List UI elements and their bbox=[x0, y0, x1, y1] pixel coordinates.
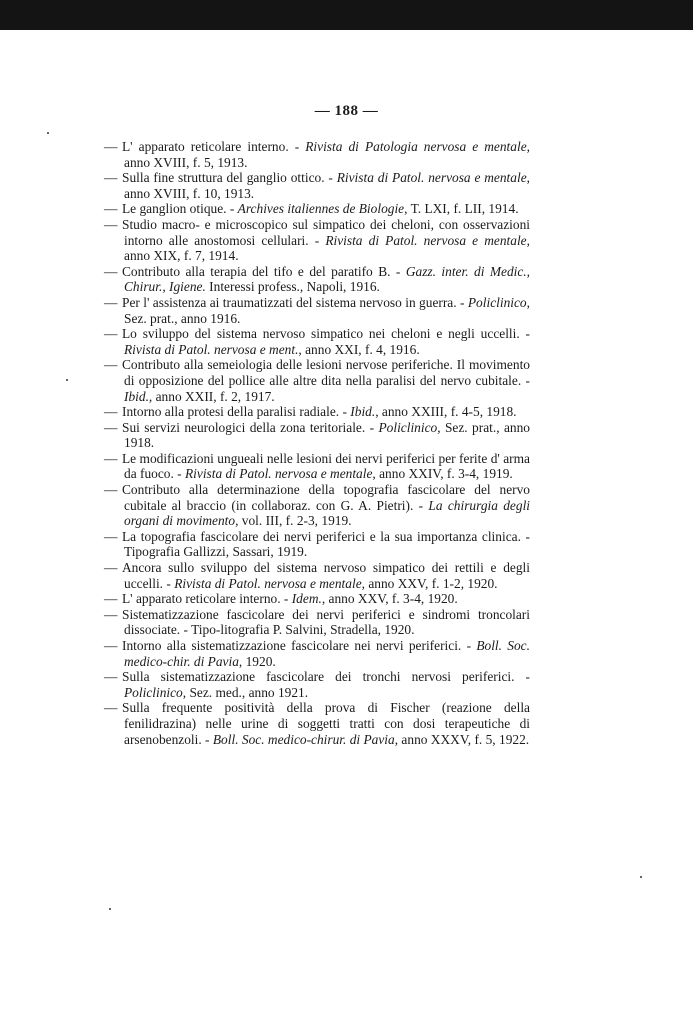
entry-source: Rivista di Patol. nervosa e mentale, bbox=[174, 575, 365, 591]
entry-dash: — bbox=[104, 419, 118, 435]
entry-source: Archives italiennes de Biologie bbox=[237, 201, 405, 217]
entry-source: Ibid. bbox=[350, 404, 376, 420]
entry-title: Contributo alla semeiologia delle lesioni nervose periferiche. Il movimento di opposizione del pollice alle altre dita nella paralisi del nervo cubitale. - bbox=[122, 357, 530, 388]
bibliography-entry bbox=[104, 451, 530, 482]
entry-details: , anno XXI, f. 4, 1916. bbox=[298, 341, 420, 357]
entry-source: Rivista di Patol. nervosa e mentale bbox=[336, 170, 527, 186]
scan-speck bbox=[109, 908, 111, 910]
entry-dash: — bbox=[104, 263, 118, 279]
entry-source: Policlinico bbox=[124, 684, 183, 700]
entry-dash: — bbox=[104, 139, 118, 154]
bibliography-entry bbox=[104, 529, 530, 560]
entry-title: Sui servizi neurologici della zona teritoriale. - bbox=[122, 419, 379, 435]
bibliography-entry bbox=[104, 170, 530, 201]
bibliography-entry bbox=[104, 638, 530, 669]
entry-title: L' apparato reticolare interno. - bbox=[122, 591, 292, 607]
entry-details: , T. LXI, f. LII, 1914. bbox=[404, 201, 519, 217]
bibliography-entry bbox=[104, 295, 530, 326]
entry-source: Boll. Soc. medico-chir. di Pavia bbox=[124, 638, 530, 669]
entry-title: Per l' assistenza ai traumatizzati del sistema nervoso in guerra. - bbox=[122, 294, 468, 310]
entry-title: La topografia fascicolare dei nervi periferici e la sua importanza clinica. - Tipografia Gallizzi, Sassari, 1919. bbox=[122, 528, 530, 560]
entry-source: Gazz. inter. di Medic., Chirur., Igiene. bbox=[124, 263, 531, 295]
entry-details: , Sez. prat., anno 1916. bbox=[124, 294, 530, 326]
bibliography-list bbox=[104, 139, 530, 747]
entry-dash: — bbox=[104, 357, 118, 373]
entry-details: , anno XXXV, f. 5, 1922. bbox=[394, 731, 530, 747]
entry-dash: — bbox=[104, 450, 118, 466]
bibliography-entry bbox=[104, 217, 530, 264]
entry-details: , 1920. bbox=[238, 653, 276, 669]
bibliography-entry bbox=[104, 560, 530, 591]
entry-title: Le modificazioni ungueali nelle lesioni dei nervi periferici per ferite d' arma da fuoco. - bbox=[122, 450, 530, 482]
entry-title: Contributo alla determinazione della topografia fascicolare del nervo cubitale al braccio (in collaboraz. con G. A. Pietri). - bbox=[122, 482, 530, 513]
entry-details: , anno XVIII, f. 10, 1913. bbox=[124, 170, 530, 201]
entry-source: Policlinico bbox=[467, 294, 527, 310]
entry-title: Studio macro- e microscopico sul simpatico dei cheloni, con osservazioni intorno alle anostomosi cellulari. - bbox=[122, 216, 530, 248]
entry-dash: — bbox=[104, 560, 118, 576]
entry-source: La chirurgia degli organi di movimento bbox=[124, 497, 531, 529]
entry-dash: — bbox=[104, 482, 118, 498]
entry-details: , anno XXV, f. 3-4, 1920. bbox=[321, 591, 458, 607]
entry-title: Ancora sullo sviluppo del sistema nervoso simpatico dei rettili e degli uccelli. - bbox=[122, 560, 530, 591]
entry-title: Intorno alla sistematizzazione fascicolare nei nervi periferici. - bbox=[122, 638, 477, 653]
entry-details: , anno XXII, f. 2, 1917. bbox=[148, 388, 275, 404]
entry-dash: — bbox=[104, 326, 118, 342]
bibliography-entry bbox=[104, 357, 530, 404]
entry-title: Le ganglion otique. - bbox=[122, 201, 238, 217]
entry-title: Sistematizzazione fascicolare dei nervi periferici e sindromi troncolari dissociate. - Tipo-litografia P. Salvini, Stradella, 1920. bbox=[122, 606, 530, 638]
entry-dash: — bbox=[104, 294, 118, 310]
entry-title: L' apparato reticolare interno. - bbox=[122, 139, 306, 154]
bibliography-entry bbox=[104, 607, 530, 638]
entry-title: Sulla fine struttura del ganglio ottico. - bbox=[122, 170, 337, 186]
scan-speck bbox=[640, 876, 642, 878]
entry-details: , anno XXIV, f. 3-4, 1919. bbox=[372, 466, 513, 482]
entry-source: Rivista di Patol. nervosa e mentale bbox=[184, 466, 373, 482]
scan-speck bbox=[66, 379, 68, 381]
entry-details: anno XXV, f. 1-2, 1920. bbox=[364, 575, 498, 591]
entry-source: Idem. bbox=[291, 591, 322, 607]
entry-details: , Sez. med., anno 1921. bbox=[182, 684, 309, 700]
entry-details: , anno XVIII, f. 5, 1913. bbox=[124, 139, 530, 170]
bibliography-entry bbox=[104, 669, 530, 700]
entry-title: Intorno alla protesi della paralisi radiale. - bbox=[122, 404, 351, 420]
entry-dash: — bbox=[104, 638, 118, 653]
bibliography-entry bbox=[104, 139, 530, 170]
entry-details: , anno XXIII, f. 4-5, 1918. bbox=[375, 404, 517, 420]
entry-title: Sulla frequente positività della prova di Fischer (reazione della fenilidrazina) nelle urine di soggetti tratti con dosi terapeutiche di arsenobenzoli. - bbox=[122, 700, 530, 747]
bibliography-entry bbox=[104, 201, 530, 217]
entry-source: Rivista di Patol. nervosa e ment. bbox=[124, 341, 299, 357]
entry-title: Lo sviluppo del sistema nervoso simpatico nei cheloni e negli uccelli. - bbox=[122, 326, 530, 342]
entry-dash: — bbox=[104, 404, 118, 420]
entry-details: Interessi profess., Napoli, 1916. bbox=[205, 279, 380, 295]
entry-dash: — bbox=[104, 528, 118, 544]
bibliography-entry bbox=[104, 700, 530, 747]
entry-title: Sulla sistematizzazione fascicolare dei tronchi nervosi periferici. - bbox=[122, 669, 530, 685]
bibliography-entry bbox=[104, 326, 530, 357]
entry-details: , Sez. prat., anno 1918. bbox=[124, 419, 530, 451]
entry-dash: — bbox=[104, 216, 118, 232]
page-number: — 188 — bbox=[314, 103, 379, 119]
bibliography-entry bbox=[104, 482, 530, 529]
bibliography-entry bbox=[104, 591, 530, 607]
entry-source: Policlinico bbox=[378, 419, 438, 435]
bibliography-entry bbox=[104, 264, 530, 295]
entry-source: Boll. Soc. medico-chirur. di Pavia bbox=[212, 731, 395, 747]
bibliography-entry bbox=[104, 420, 530, 451]
scan-speck bbox=[47, 132, 49, 134]
entry-dash: — bbox=[104, 170, 118, 186]
entry-dash: — bbox=[104, 591, 118, 607]
scan-top-band bbox=[0, 0, 693, 30]
entry-details: , vol. III, f. 2-3, 1919. bbox=[235, 513, 352, 529]
entry-dash: — bbox=[104, 700, 118, 716]
bibliography-entry bbox=[104, 404, 530, 420]
entry-source: Ibid. bbox=[124, 388, 149, 404]
entry-dash: — bbox=[104, 669, 118, 685]
entry-source: Rivista di Patologia nervosa e mentale bbox=[305, 139, 527, 154]
entry-dash: — bbox=[104, 201, 118, 217]
entry-dash: — bbox=[104, 606, 118, 622]
entry-source: Rivista di Patol. nervosa e mentale bbox=[325, 232, 527, 248]
entry-title: Contributo alla terapia del tifo e del paratifo B. - bbox=[122, 263, 406, 279]
entry-details: , anno XIX, f. 7, 1914. bbox=[124, 232, 530, 264]
